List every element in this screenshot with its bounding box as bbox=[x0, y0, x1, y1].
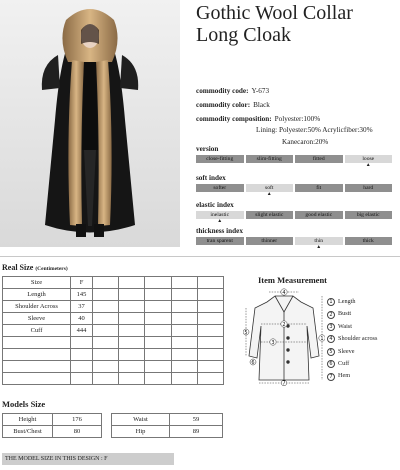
soft-option-fit: fit bbox=[295, 184, 343, 192]
legend-label: Waist bbox=[338, 322, 352, 330]
real-size-heading: Real Size bbox=[2, 263, 34, 272]
commodity-color-label: commodity color: bbox=[196, 101, 251, 109]
model-size-note: THE MODEL SIZE IN THIS DESIGN : F bbox=[2, 453, 174, 465]
legend-number: 6 bbox=[327, 360, 335, 368]
row-label: Cuff bbox=[3, 325, 71, 337]
size-header: Size bbox=[3, 277, 71, 289]
commodity-color-value: Black bbox=[253, 101, 270, 109]
coat-measurement-diagram bbox=[243, 286, 325, 386]
row-label: Shoulder Across bbox=[3, 301, 71, 313]
legend-item bbox=[327, 346, 377, 358]
thickness-option-thick: thick bbox=[345, 237, 393, 245]
bust-value: 80 bbox=[53, 426, 102, 438]
size-f-header: F bbox=[71, 277, 93, 289]
soft-selected-marker: ▲ bbox=[266, 192, 272, 197]
legend-number: 3 bbox=[327, 323, 335, 331]
svg-text:1: 1 bbox=[320, 335, 324, 342]
thickness-selected-marker: ▲ bbox=[316, 245, 322, 250]
commodity-code-value: Y-673 bbox=[251, 87, 270, 95]
waist-value: 59 bbox=[170, 414, 223, 426]
table-row bbox=[3, 373, 224, 385]
legend-number: 7 bbox=[327, 373, 335, 381]
version-selected-marker: ▲ bbox=[365, 163, 371, 168]
svg-text:2: 2 bbox=[282, 321, 286, 328]
bust-label: Bust/Chest bbox=[3, 426, 53, 438]
elastic-option-slight-elastic: slight elastic bbox=[246, 211, 294, 219]
version-label: version bbox=[196, 145, 219, 153]
title-line-2: Long Cloak bbox=[196, 24, 291, 46]
thickness-option-thinner: thinner bbox=[246, 237, 294, 245]
soft-option-hard: hard bbox=[345, 184, 393, 192]
model-in-cloak-image bbox=[0, 0, 180, 247]
commodity-color bbox=[196, 100, 270, 110]
height-value: 176 bbox=[53, 414, 102, 426]
legend-item bbox=[327, 333, 377, 345]
commodity-code-label: commodity code: bbox=[196, 87, 249, 95]
svg-text:3: 3 bbox=[271, 339, 275, 346]
row-label: Sleeve bbox=[3, 313, 71, 325]
table-row bbox=[3, 277, 224, 289]
waist-label: Waist bbox=[112, 414, 170, 426]
elastic-index-scale bbox=[196, 201, 392, 225]
commodity-composition-value: Polyester:100% bbox=[274, 115, 321, 123]
kanecaron-line: Kanecaron:20% bbox=[282, 138, 329, 146]
svg-text:7: 7 bbox=[282, 380, 286, 386]
elastic-selected-marker: ▲ bbox=[217, 219, 223, 224]
soft-index-scale bbox=[196, 174, 392, 198]
thickness-option-transparent: tran sparent bbox=[196, 237, 244, 245]
row-value: 444 bbox=[71, 325, 93, 337]
elastic-option-good-elastic: good elastic bbox=[295, 211, 343, 219]
svg-text:5: 5 bbox=[244, 329, 248, 336]
table-row bbox=[3, 426, 102, 438]
legend-item bbox=[327, 358, 377, 370]
table-row bbox=[3, 349, 224, 361]
legend-item bbox=[327, 296, 377, 308]
table-row bbox=[3, 325, 224, 337]
models-size-table-right bbox=[111, 413, 223, 438]
elastic-option-inelastic: inelastic bbox=[196, 211, 244, 219]
legend-number: 5 bbox=[327, 348, 335, 356]
legend-label: Sleeve bbox=[338, 347, 355, 355]
table-row bbox=[3, 414, 102, 426]
legend-number: 4 bbox=[327, 335, 335, 343]
legend-label: Hem bbox=[338, 372, 351, 380]
soft-option-softer: softer bbox=[196, 184, 244, 192]
table-row bbox=[3, 289, 224, 301]
legend-item bbox=[327, 370, 377, 382]
thickness-option-thin: thin bbox=[295, 237, 343, 245]
svg-text:4: 4 bbox=[282, 289, 286, 296]
commodity-composition-label: commodity composition: bbox=[196, 115, 272, 123]
item-measurement-title: Item Measurement bbox=[258, 275, 328, 285]
version-option-close-fitting: close-fitting bbox=[196, 155, 244, 163]
commodity-composition bbox=[196, 114, 320, 124]
real-size-unit: (Centimeters) bbox=[35, 266, 68, 272]
legend-number: 2 bbox=[327, 311, 335, 319]
thickness-index-label: thickness index bbox=[196, 227, 243, 235]
legend-label: Shoulder across bbox=[338, 335, 378, 343]
row-value: 40 bbox=[71, 313, 93, 325]
title-line-1: Gothic Wool Collar bbox=[196, 2, 353, 24]
version-scale bbox=[196, 145, 392, 169]
table-row bbox=[112, 414, 223, 426]
row-label: Length bbox=[3, 289, 71, 301]
version-option-slim-fitting: slim-fitting bbox=[246, 155, 294, 163]
soft-index-label: soft index bbox=[196, 174, 226, 182]
height-label: Height bbox=[3, 414, 53, 426]
table-row bbox=[3, 313, 224, 325]
legend-label: Bustt bbox=[338, 310, 352, 318]
table-row bbox=[3, 337, 224, 349]
models-size-title: Models Size bbox=[2, 399, 46, 409]
hip-value: 89 bbox=[170, 426, 223, 438]
soft-option-soft: soft bbox=[246, 184, 294, 192]
table-row bbox=[3, 301, 224, 313]
section-divider bbox=[0, 256, 400, 257]
table-row bbox=[3, 361, 224, 373]
legend-item bbox=[327, 308, 377, 320]
commodity-code bbox=[196, 86, 269, 96]
legend-item bbox=[327, 321, 377, 333]
version-option-loose: loose bbox=[345, 155, 393, 163]
legend-label: Length bbox=[338, 298, 356, 305]
legend-label: Cuff bbox=[338, 359, 350, 367]
models-size-table-left bbox=[2, 413, 102, 438]
product-title bbox=[196, 2, 396, 46]
elastic-option-big-elastic: big elastic bbox=[345, 211, 393, 219]
product-photo bbox=[0, 0, 180, 247]
row-value: 37 bbox=[71, 301, 93, 313]
elastic-index-label: elastic index bbox=[196, 201, 234, 209]
measurement-legend bbox=[327, 296, 377, 383]
lining-line: Lining: Polyester:50% Acrylicfiber:30% bbox=[256, 126, 373, 134]
legend-number: 1 bbox=[327, 298, 335, 306]
real-size-title bbox=[2, 263, 68, 272]
hip-label: Hip bbox=[112, 426, 170, 438]
version-option-fitted: fitted bbox=[295, 155, 343, 163]
row-value: 145 bbox=[71, 289, 93, 301]
svg-text:6: 6 bbox=[251, 359, 255, 366]
table-row bbox=[112, 426, 223, 438]
thickness-index-scale bbox=[196, 227, 392, 251]
real-size-table bbox=[2, 276, 224, 385]
